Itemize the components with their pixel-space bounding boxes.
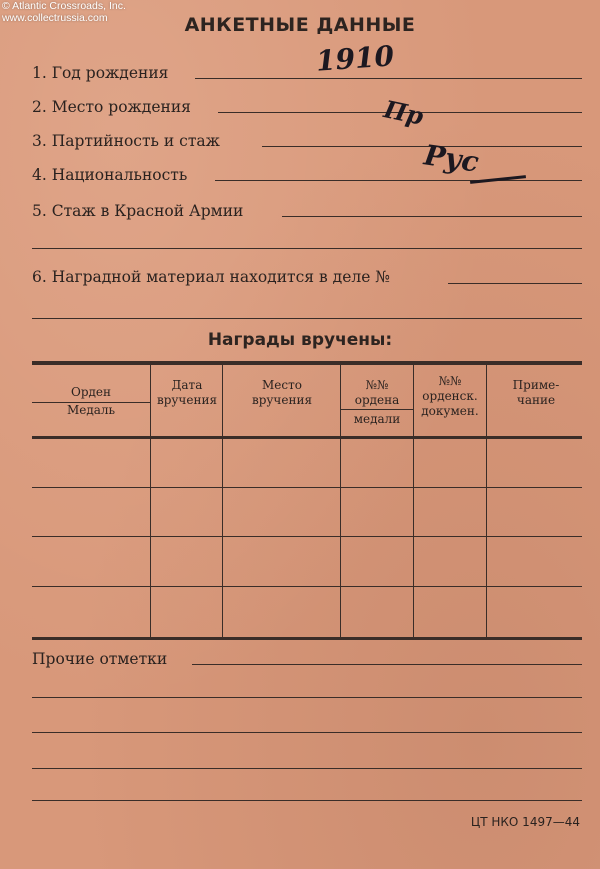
table-header-border [32, 436, 582, 439]
header-split-line [340, 409, 413, 410]
blank-line [32, 248, 582, 249]
blank-line [32, 732, 582, 733]
field-birth-year: 1. Год рождения [32, 64, 169, 82]
print-code: ЦТ НКО 1497—44 [470, 815, 580, 829]
blank-line [32, 768, 582, 769]
field-red-army-service: 5. Стаж в Красной Армии [32, 202, 244, 220]
blank-line [32, 697, 582, 698]
field-party-membership-line [262, 146, 582, 147]
watermark-line-1: © Atlantic Crossroads, Inc. [2, 0, 126, 12]
blank-line [32, 800, 582, 801]
header-order-number: №№ ордена [354, 378, 400, 407]
header-medal: Медаль [66, 403, 116, 417]
handwritten-birth-place: Пр [381, 94, 427, 131]
awards-title: Награды вручены: [207, 330, 393, 350]
table-top-border [32, 361, 582, 365]
field-award-material-line [448, 283, 582, 284]
header-award-date: Дата вручения [156, 378, 218, 407]
form-title: АНКЕТНЫЕ ДАННЫЕ [184, 14, 416, 36]
table-row-line [32, 586, 582, 587]
watermark-line-2: www.collectrussia.com [2, 12, 108, 24]
header-order-document-number: №№ орденск. докумен. [421, 374, 479, 418]
handwritten-nationality: Рус [421, 138, 481, 179]
field-party-membership: 3. Партийность и стаж [32, 132, 220, 150]
table-col-divider [340, 361, 341, 639]
field-other-notes: Прочие отметки [32, 650, 168, 668]
field-nationality-line [215, 180, 582, 181]
handwritten-birth-year: 1910 [314, 39, 395, 78]
header-order: Орден [70, 385, 111, 399]
table-bottom-border [32, 637, 582, 640]
field-other-notes-line [192, 664, 582, 665]
field-award-material: 6. Наградной материал находится в деле № [32, 268, 390, 286]
table-row-line [32, 487, 582, 488]
field-birth-place: 2. Место рождения [32, 98, 191, 116]
table-col-divider [413, 361, 414, 639]
header-remarks: Приме- чание [512, 378, 560, 407]
table-col-divider [222, 361, 223, 639]
table-col-divider [150, 361, 151, 639]
header-award-place: Место вручения [251, 378, 313, 407]
table-col-divider [486, 361, 487, 639]
table-row-line [32, 536, 582, 537]
field-nationality: 4. Национальность [32, 166, 188, 184]
field-red-army-service-line [282, 216, 582, 217]
awards-table [32, 361, 582, 639]
blank-line [32, 318, 582, 319]
field-birth-year-line [195, 78, 582, 79]
header-medal-number: медали [353, 412, 401, 426]
